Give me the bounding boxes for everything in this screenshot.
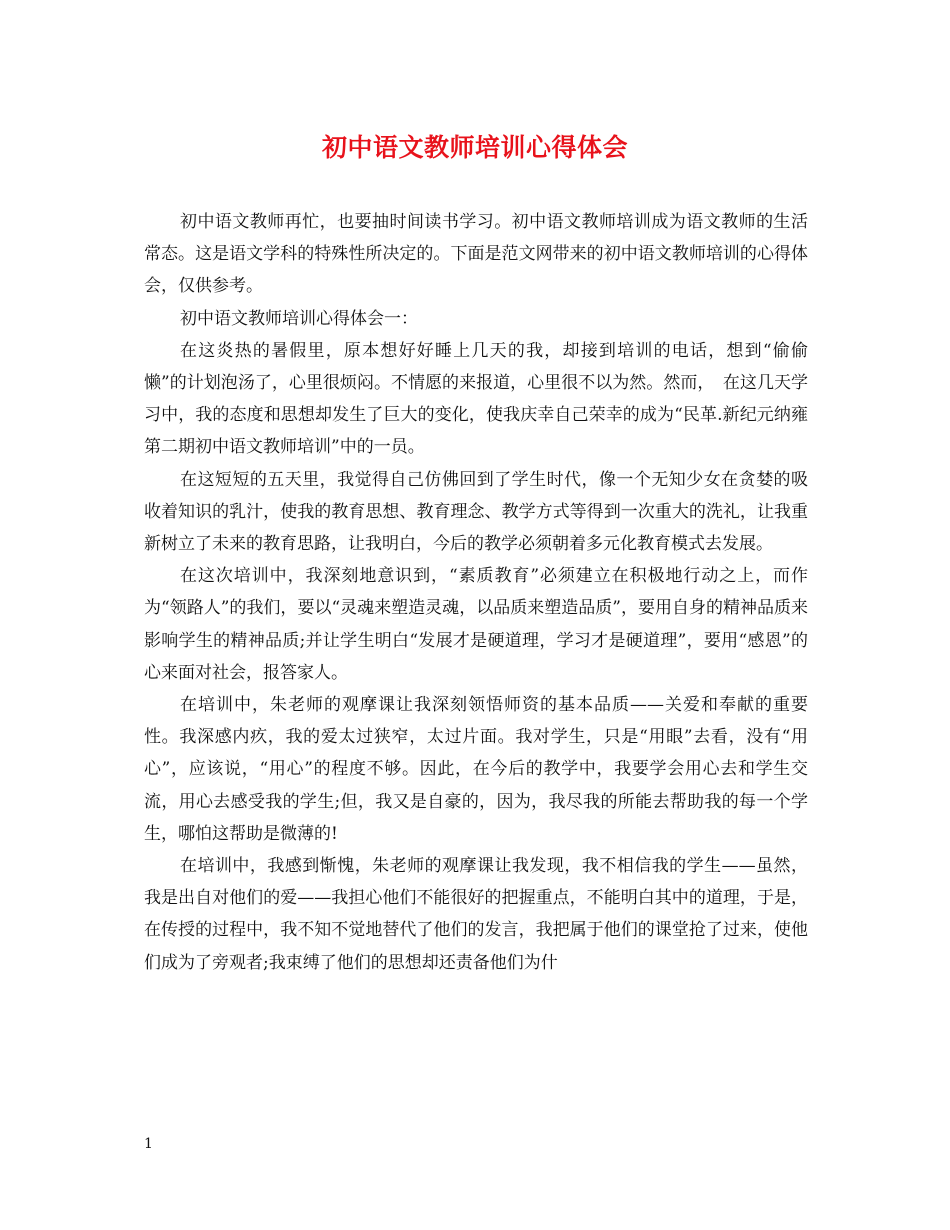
paragraph: 在培训中，朱老师的观摩课让我深刻领悟师资的基本品质——关爱和奉献的重要性。我深感内疚，我的爱太过狭窄，太过片面。我对学生，只是“用眼”去看，没有“用心”，应该说，“用心”的程度不够。因此，在今后的教学中，我要学会用心去和学生交流，用心去感受我的学生;但，我又是自豪的，因为，我尽我的所能去帮助我的每一个学生，哪怕这帮助是微薄的! xyxy=(144,695,808,844)
page-title: 初中语文教师培训心得体会 xyxy=(321,133,628,162)
section-heading: 初中语文教师培训心得体会一： xyxy=(180,308,418,329)
document-body xyxy=(144,206,808,979)
page-number: 1 xyxy=(144,1136,153,1152)
paragraph: 在这短短的五天里，我觉得自己仿佛回到了学生时代，像一个无知少女在贪婪的吸收着知识的乳汁，使我的教育思想、教育理念、教学方式等得到一次重大的洗礼，让我重新树立了未来的教育思路，让我明白，今后的教学必须朝着多元化教育模式去发展。 xyxy=(144,469,808,555)
paragraph: 在培训中，我感到惭愧，朱老师的观摩课让我发现，我不相信我的学生——虽然，我是出自对他们的爱——我担心他们不能很好的把握重点，不能明白其中的道理，于是，在传授的过程中，我不知不觉地替代了他们的发言，我把属于他们的课堂抢了过来，使他们成为了旁观者;我束缚了他们的思想却还责备他们为什 xyxy=(144,856,808,973)
paragraph: 在这次培训中，我深刻地意识到，“素质教育”必须建立在积极地行动之上，而作为“领路人”的我们，要以“灵魂来塑造灵魂，以品质来塑造品质”，要用自身的精神品质来影响学生的精神品质;并让学生明白“发展才是硬道理，学习才是硬道理”，要用“感恩”的心来面对社会，报答家人。 xyxy=(144,566,808,683)
paragraph: 在这炎热的暑假里，原本想好好睡上几天的我，却接到培训的电话，想到“偷偷懒”的计划泡汤了，心里很烦闷。不情愿的来报道，心里很不以为然。然而， 在这几天学习中，我的态度和思想却发生了巨大的变化，使我庆幸自己荣幸的成为“民革.新纪元纳雍第二期初中语文教师培训”中的一员。 xyxy=(144,340,808,458)
paragraph: 初中语文教师再忙，也要抽时间读书学习。初中语文教师培训成为语文教师的生活常态。这是语文学科的特殊性所决定的。下面是范文网带来的初中语文教师培训的心得体会，仅供参考。 xyxy=(144,212,808,297)
